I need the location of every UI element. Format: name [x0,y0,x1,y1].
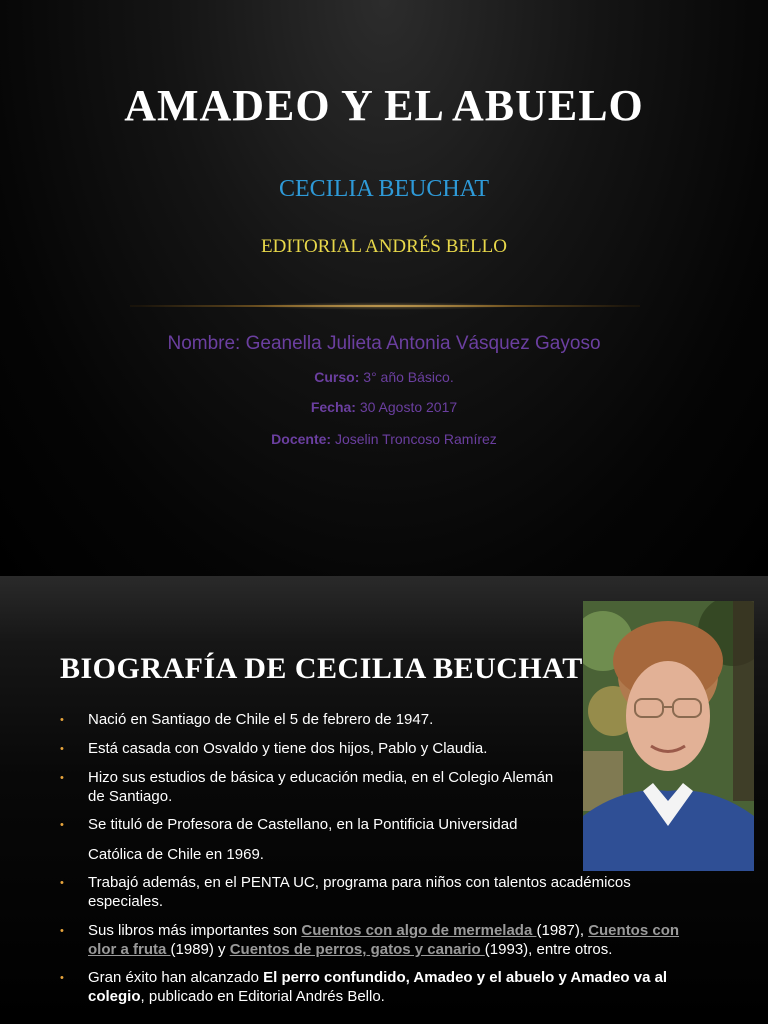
course-row [0,369,768,385]
book-link-perros[interactable]: Cuentos de perros, gatos y canario [229,941,485,958]
bullet-dot-icon: • [60,925,64,937]
book-title: AMADEO Y EL ABUELO [124,81,644,130]
book-link-fruta[interactable]: Cuentos con olor a fruta [88,922,680,958]
bullet-dot-icon: • [60,772,64,784]
fecha-label: Fecha: [310,399,356,415]
bullet-dot-icon: • [60,972,64,984]
fecha-value: 30 Agosto 2017 [355,399,458,415]
book-author: CECILIA BEUCHAT [279,176,489,202]
biography-title: BIOGRAFÍA DE CECILIA BEUCHAT [60,652,583,685]
student-name-row [0,333,768,355]
docente-value: Joselin Troncoso Ramírez [331,431,497,447]
book-link-mermelada[interactable]: Cuentos con algo de mermelada [301,922,537,939]
bullet-dot-icon: • [60,714,64,726]
bullet-dot-icon: • [60,877,64,889]
book-publisher: EDITORIAL ANDRÉS BELLO [261,236,507,257]
docente-label: Docente: [271,431,332,447]
portrait-illustration [583,601,754,871]
highlighted-titles: El perro confundido, Amadeo y el abuelo y Amadeo va al colegio [88,969,668,1005]
name-label: Nombre: [167,333,241,354]
decorative-divider [130,305,640,307]
curso-label: Curso: [314,369,360,385]
curso-value: 3° año Básico. [359,369,454,385]
date-row [0,399,768,415]
bullet-dot-icon: • [60,743,64,755]
bullet-dot-icon: • [60,819,64,831]
teacher-row [0,431,768,447]
name-value: Geanella Julieta Antonia Vásquez Gayoso [240,333,601,354]
portrait-photo [583,601,754,871]
